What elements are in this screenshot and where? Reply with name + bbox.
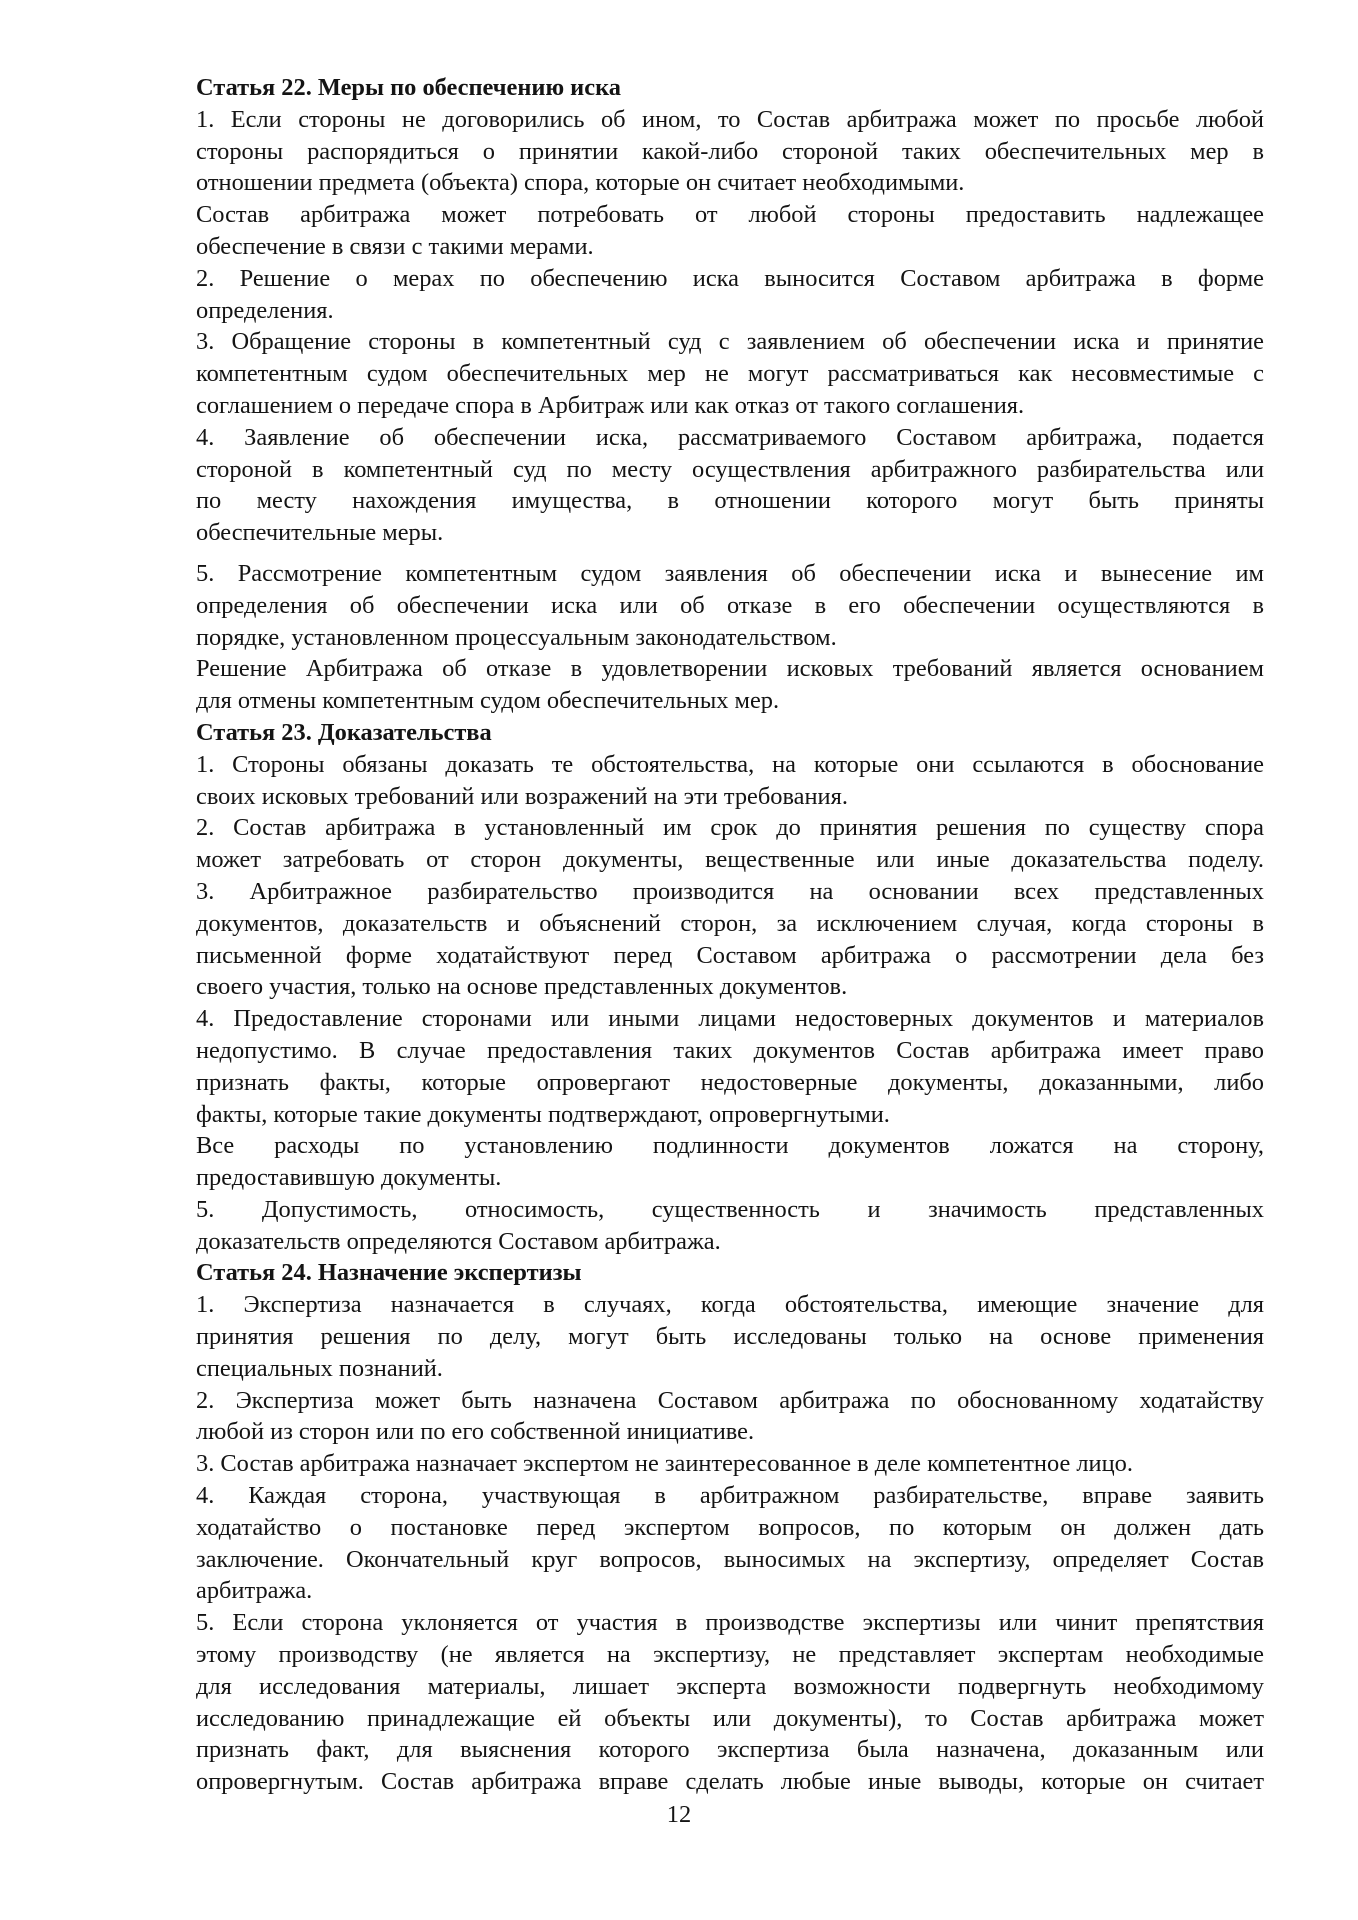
text-line: опровергнутым. Состав арбитража вправе сделать любые иные выводы, которые он считает <box>196 1768 1264 1796</box>
text-line: для отмены компетентным судом обеспечительных мер. <box>196 687 780 715</box>
page-number: 12 <box>666 1801 692 1828</box>
text-line: 3. Обращение стороны в компетентный суд с заявлением об обеспечении иска и принятие <box>196 328 1264 356</box>
text-line: по месту нахождения имущества, в отношении которого могут быть приняты <box>196 487 1264 515</box>
text-line: документов, доказательств и объяснений сторон, за исключением случая, когда стороны в <box>196 909 1264 937</box>
text-line: Состав арбитража может потребовать от любой стороны предоставить надлежащее <box>196 201 1264 229</box>
text-line: 5. Если сторона уклоняется от участия в производстве экспертизы или чинит препятствия <box>196 1609 1264 1637</box>
text-line: отношении предмета (объекта) спора, которые он считает необходимыми. <box>196 169 965 197</box>
section-heading: Статья 23. Доказательства <box>196 718 492 746</box>
text-line: доказательств определяются Составом арбитража. <box>196 1227 721 1255</box>
text-line: соглашением о передаче спора в Арбитраж или как отказ от такого соглашения. <box>196 391 1025 419</box>
text-line: специальных познаний. <box>196 1354 443 1382</box>
text-line: 4. Заявление об обеспечении иска, рассматриваемого Составом арбитража, подается <box>196 423 1264 451</box>
text-line: любой из сторон или по его собственной инициативе. <box>196 1418 755 1446</box>
text-line: своего участия, только на основе представленных документов. <box>196 973 848 1001</box>
text-line: 1. Экспертиза назначается в случаях, когда обстоятельства, имеющие значение для <box>196 1291 1264 1319</box>
section-heading: Статья 24. Назначение экспертизы <box>196 1259 582 1287</box>
text-line: недопустимо. В случае предоставления таких документов Состав арбитража имеет право <box>196 1036 1264 1064</box>
text-line: стороны распорядиться о принятии какой-либо стороной таких обеспечительных мер в <box>196 137 1264 165</box>
text-line: заключение. Окончательный круг вопросов, выносимых на экспертизу, определяет Состав <box>196 1545 1264 1573</box>
text-line: 1. Если стороны не договорились об ином, то Состав арбитража может по просьбе любой <box>196 105 1264 133</box>
text-line: признать факт, для выяснения которого экспертиза была назначена, доказанным или <box>196 1736 1264 1764</box>
text-line: обеспечительные меры. <box>196 519 444 547</box>
text-line: 1. Стороны обязаны доказать те обстоятельства, на которые они ссылаются в обоснование <box>196 750 1264 778</box>
text-line: предоставившую документы. <box>196 1164 502 1192</box>
text-line: этому производству (не является на экспертизу, не представляет экспертам необходимые <box>196 1641 1264 1669</box>
text-line: компетентным судом обеспечительных мер не могут рассматриваться как несовместимые с <box>196 360 1264 388</box>
text-line: обеспечение в связи с такими мерами. <box>196 232 594 260</box>
text-line: 4. Каждая сторона, участвующая в арбитражном разбирательстве, вправе заявить <box>196 1482 1264 1510</box>
text-line: ходатайство о постановке перед экспертом вопросов, по которым он должен дать <box>196 1513 1264 1541</box>
text-line: определения об обеспечении иска или об отказе в его обеспечении осуществляются в <box>196 591 1264 619</box>
text-line: 3. Арбитражное разбирательство производится на основании всех представленных <box>196 877 1264 905</box>
text-line: 4. Предоставление сторонами или иными лицами недостоверных документов и материалов <box>196 1005 1264 1033</box>
text-line: Все расходы по установлению подлинности документов ложатся на сторону, <box>196 1132 1264 1160</box>
text-line: 5. Допустимость, относимость, существенность и значимость представленных <box>196 1195 1264 1223</box>
text-line: исследованию принадлежащие ей объекты или документы), то Состав арбитража может <box>196 1704 1264 1732</box>
text-line: признать факты, которые опровергают недостоверные документы, доказанными, либо <box>196 1068 1264 1096</box>
text-line: 3. Состав арбитража назначает экспертом не заинтересованное в деле компетентное лицо. <box>196 1450 1133 1478</box>
text-line: факты, которые такие документы подтверждают, опровергнутыми. <box>196 1100 890 1128</box>
text-line: 2. Решение о мерах по обеспечению иска выносится Составом арбитража в форме <box>196 264 1264 292</box>
text-line: 5. Рассмотрение компетентным судом заявления об обеспечении иска и вынесение им <box>196 559 1264 587</box>
text-line: Решение Арбитража об отказе в удовлетворении исковых требований является основанием <box>196 655 1264 683</box>
text-line: может затребовать от сторон документы, вещественные или иные доказательства поделу. <box>196 846 1264 874</box>
text-line: стороной в компетентный суд по месту осуществления арбитражного разбирательства или <box>196 455 1264 483</box>
text-line: 2. Экспертиза может быть назначена Составом арбитража по обоснованному ходатайству <box>196 1386 1264 1414</box>
text-line: письменной форме ходатайствуют перед Составом арбитража о рассмотрении дела без <box>196 941 1264 969</box>
text-line: определения. <box>196 296 334 324</box>
text-line: для исследования материалы, лишает эксперта возможности подвергнуть необходимому <box>196 1672 1264 1700</box>
section-heading: Статья 22. Меры по обеспечению иска <box>196 74 621 101</box>
text-line: принятия решения по делу, могут быть исследованы только на основе применения <box>196 1323 1264 1351</box>
document-body <box>196 72 1264 1798</box>
text-line: порядке, установленном процессуальным законодательством. <box>196 623 837 651</box>
text-line: 2. Состав арбитража в установленный им срок до принятия решения по существу спора <box>196 814 1264 842</box>
text-line: арбитража. <box>196 1577 313 1605</box>
text-line: своих исковых требований или возражений на эти требования. <box>196 782 848 810</box>
